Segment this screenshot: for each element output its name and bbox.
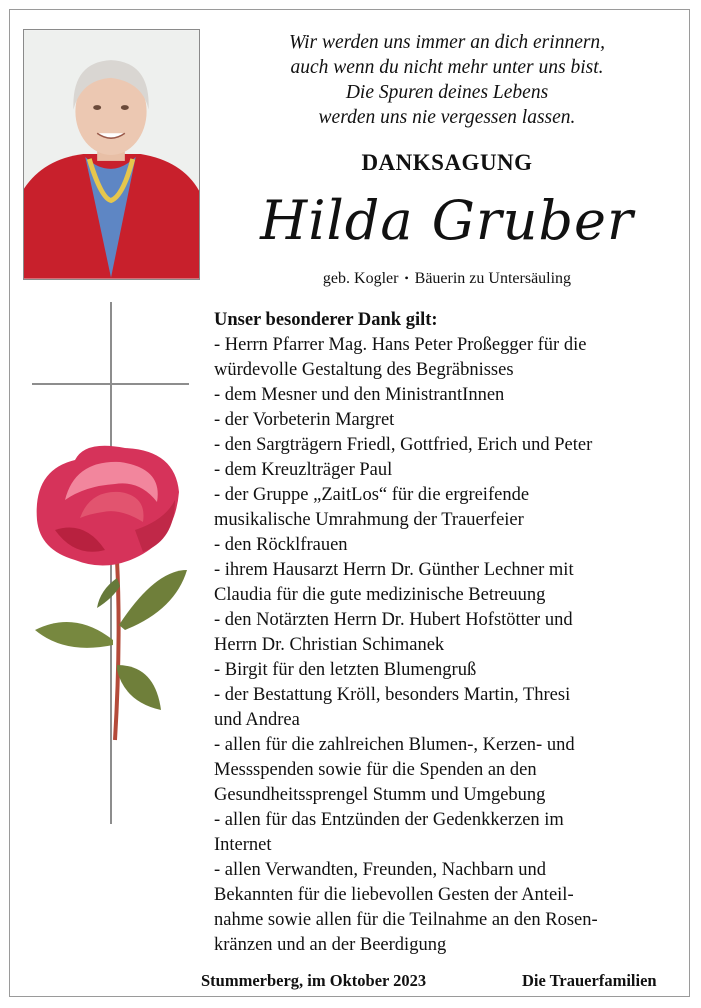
list-item-line: würdevolle Gestaltung des Begräbnisses [214,360,514,380]
list-item-line: Internet [214,835,272,855]
list-item-line: - den Röcklfrauen [214,535,348,555]
heading: DANKSAGUNG [361,150,533,175]
portrait-image [24,30,199,279]
list-item [214,433,684,458]
birth-name: geb. Kogler [322,270,399,287]
poem-line: auch wenn du nicht mehr unter uns bist. [290,57,604,78]
list-item-line: - Herrn Pfarrer Mag. Hans Peter Proßegger für die [214,335,587,355]
list-item-line: - dem Kreuzlträger Paul [214,460,393,480]
list-item [214,458,684,483]
poem-line: Die Spuren deines Lebens [345,82,549,103]
list-item-line: - ihrem Hausarzt Herrn Dr. Günther Lechner mit [214,560,574,580]
list-item [214,658,684,683]
list-item-line: - allen für das Entzünden der Gedenkkerzen im [214,810,564,830]
poem-line: Wir werden uns immer an dich erinnern, [288,32,606,53]
list-item [214,558,684,608]
list-item-line: kränzen und an der Beerdigung [214,935,447,955]
list-item [214,683,684,733]
list-item-line: Herrn Dr. Christian Schimanek [214,635,445,655]
list-item-line: musikalische Umrahmung der Trauerfeier [214,510,524,530]
list-item-line: - allen für die zahlreichen Blumen-, Kerzen- und [214,735,575,755]
list-item-line: Claudia für die gute medizinische Betreuung [214,585,546,605]
subline [232,270,662,288]
list-item-line: - der Vorbeterin Margret [214,410,395,430]
poem [232,30,662,130]
list-item [214,733,684,808]
list-item [214,533,684,558]
list-item-line: - den Notärzten Herrn Dr. Hubert Hofstötter und [214,610,573,630]
rose-icon [25,440,195,745]
list-item [214,383,684,408]
list-item-line: nahme sowie allen für die Teilnahme an den Rosen- [214,910,598,930]
poem-line: werden uns nie vergessen lassen. [318,107,576,128]
list-item-line: - der Gruppe „ZaitLos“ für die ergreifende [214,485,530,505]
list-item [214,608,684,658]
list-item-line: - allen Verwandten, Freunden, Nachbarn und [214,860,547,880]
list-item [214,858,684,958]
list-item-line: Gesundheitssprengel Stumm und Umgebung [214,785,546,805]
list-item-line: - den Sargträgern Friedl, Gottfried, Erich und Peter [214,435,593,455]
list-item-line: Bekannten für die liebevollen Gesten der Anteil- [214,885,574,905]
list-item-line: - dem Mesner und den MinistrantInnen [214,385,505,405]
list-item [214,808,684,858]
separator-dot: • [404,271,409,285]
deceased-name: Hilda Gruber [260,189,634,252]
list-item [214,333,684,383]
thanks-section [214,308,684,958]
portrait-photo [23,29,200,280]
place-date: Stummerberg, im Oktober 2023 [201,971,427,990]
list-item-line: und Andrea [214,710,300,730]
list-item [214,483,684,533]
cross-horizontal-bar [32,383,189,385]
list-item-line: Messspenden sowie für die Spenden an den [214,760,537,780]
thanks-title: Unser besonderer Dank gilt: [214,310,438,330]
list-item-line: - Birgit für den letzten Blumengruß [214,660,477,680]
occupation: Bäuerin zu Untersäuling [414,270,572,287]
signature: Die Trauerfamilien [522,971,657,990]
list-item [214,408,684,433]
list-item-line: - der Bestattung Kröll, besonders Martin, Thresi [214,685,571,705]
thanks-list [214,333,684,958]
